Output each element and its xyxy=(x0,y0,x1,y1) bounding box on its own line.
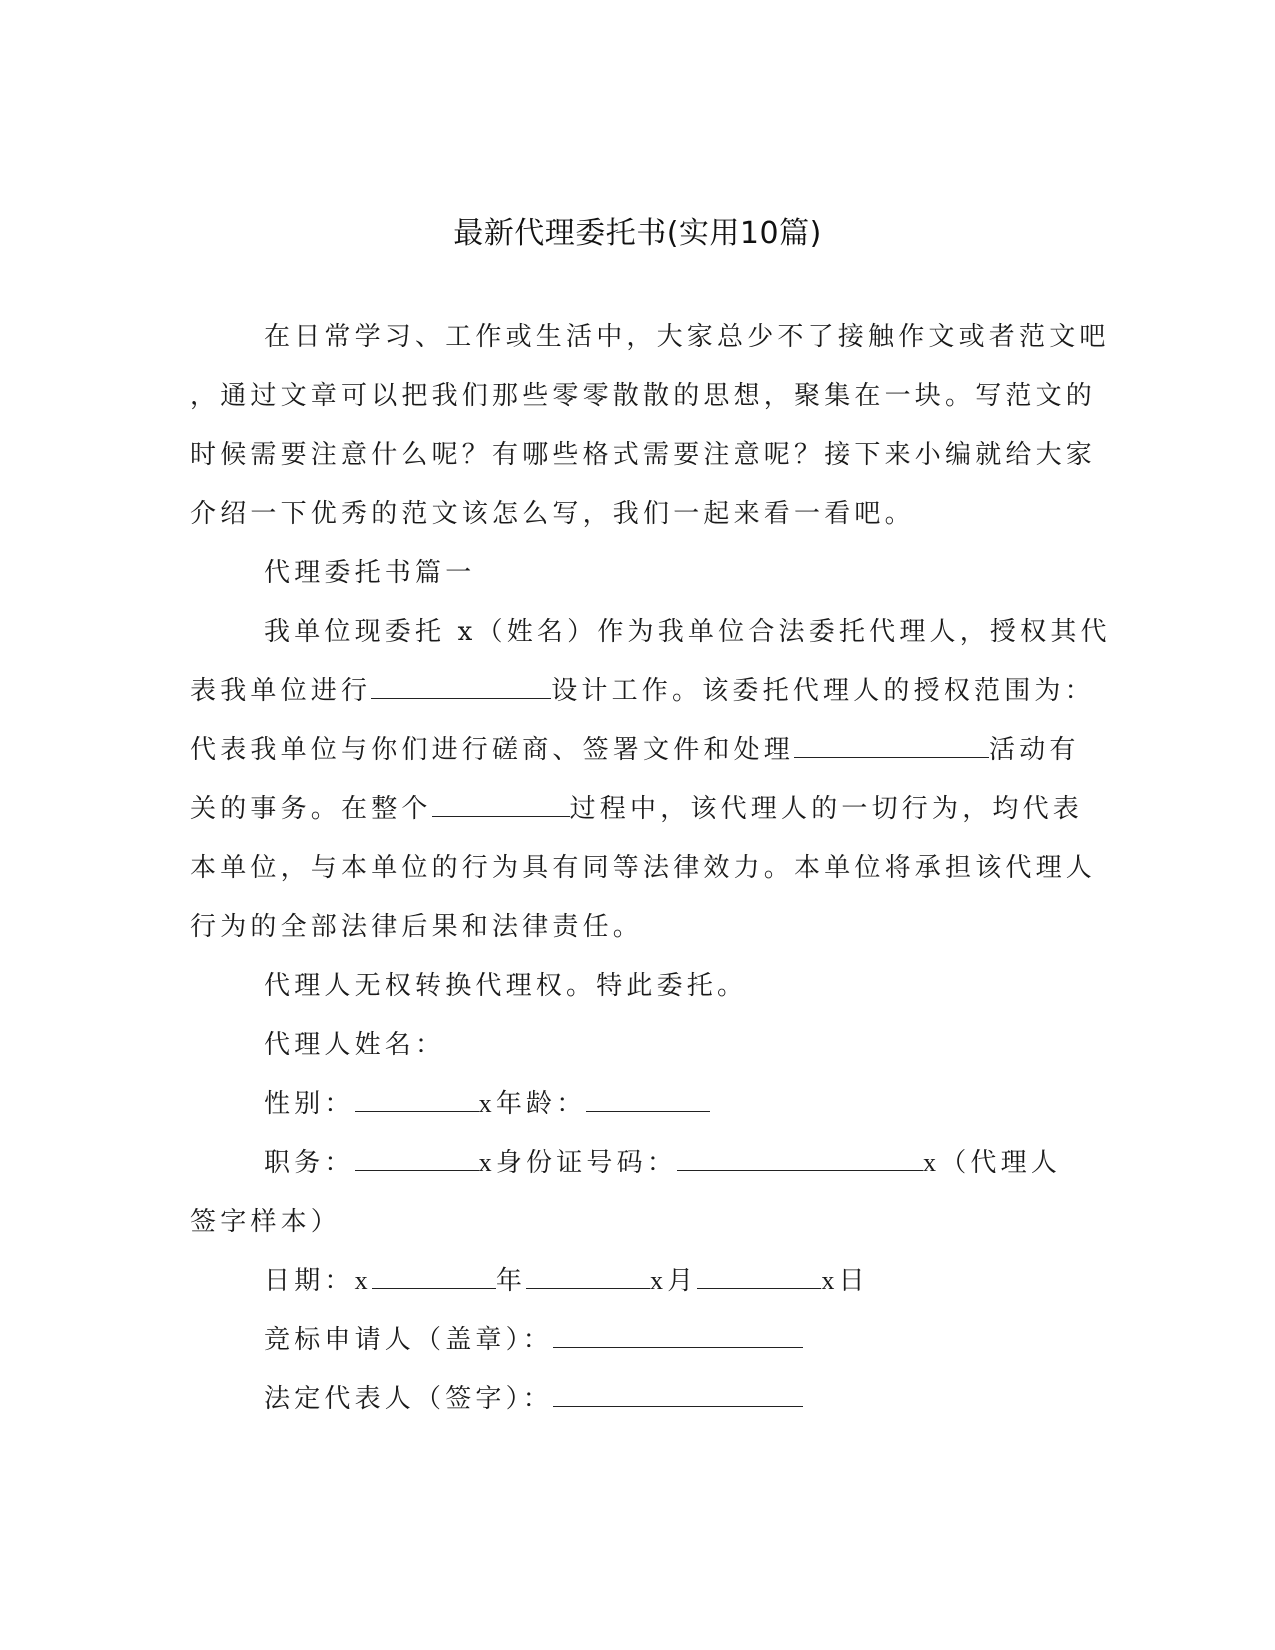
body-line-5: 本单位，与本单位的行为具有同等法律效力。本单位将承担该代理人 xyxy=(190,853,1097,883)
legal-rep-blank xyxy=(553,1382,803,1407)
body-line-6: 行为的全部法律后果和法律责任。 xyxy=(190,912,644,942)
blank-field xyxy=(432,792,570,817)
signature-sample-end: 签字样本） xyxy=(190,1207,342,1237)
month-blank xyxy=(526,1264,650,1289)
body-line-3 xyxy=(190,733,1080,767)
body-line-2-start: 表我单位进行 xyxy=(190,676,372,706)
month-label: 月 xyxy=(667,1266,698,1296)
body-paragraph-2: 代理人无权转换代理权。特此委托。 xyxy=(264,971,748,1001)
date-line xyxy=(264,1264,869,1298)
intro-line-3: 时候需要注意什么呢？有哪些格式需要注意呢？接下来小编就给大家 xyxy=(190,440,1097,470)
x-mark: x xyxy=(821,1266,839,1295)
age-blank xyxy=(586,1087,710,1112)
age-label: 年龄： xyxy=(495,1089,587,1119)
year-label: 年 xyxy=(495,1266,527,1296)
legal-rep-line xyxy=(264,1382,803,1416)
signature-sample-start: （代理人 xyxy=(940,1148,1062,1178)
intro-line-2: ，通过文章可以把我们那些零零散散的思想，聚集在一块。写范文的 xyxy=(190,381,1097,411)
bidder-blank xyxy=(553,1323,803,1348)
agent-name-label: 代理人姓名： xyxy=(264,1030,446,1060)
year-blank xyxy=(372,1264,496,1289)
x-mark: x xyxy=(478,1089,496,1118)
x-mark: x xyxy=(354,1266,372,1295)
document-title: 最新代理委托书(实用10篇) xyxy=(453,216,822,251)
x-mark: x xyxy=(650,1266,668,1295)
body-line-1: 我单位现委托 x（姓名）作为我单位合法委托代理人，授权其代 xyxy=(264,617,1111,647)
blank-field xyxy=(371,674,551,699)
body-line-4-end: 过程中，该代理人的一切行为，均代表 xyxy=(569,794,1084,824)
id-blank xyxy=(677,1146,923,1171)
x-mark: x xyxy=(923,1148,941,1177)
date-label: 日期： xyxy=(264,1266,355,1296)
id-label: 身份证号码： xyxy=(495,1148,678,1178)
gender-blank xyxy=(355,1087,479,1112)
legal-rep-label: 法定代表人（签字）： xyxy=(264,1384,554,1414)
intro-line-1: 在日常学习、工作或生活中，大家总少不了接触作文或者范文吧 xyxy=(264,322,1110,352)
body-line-4 xyxy=(190,792,1083,826)
day-blank xyxy=(697,1264,821,1289)
x-mark: x xyxy=(478,1148,496,1177)
section-heading: 代理委托书篇一 xyxy=(264,558,476,588)
intro-line-4: 介绍一下优秀的范文该怎么写，我们一起来看一看吧。 xyxy=(190,499,915,529)
body-line-2-end: 设计工作。该委托代理人的授权范围为： xyxy=(551,676,1095,706)
body-line-2 xyxy=(190,674,1095,708)
gender-age-line xyxy=(264,1087,710,1121)
blank-field xyxy=(794,733,989,758)
day-label: 日 xyxy=(838,1266,869,1296)
body-line-4-start: 关的事务。在整个 xyxy=(190,794,432,824)
body-line-3-start: 代表我单位与你们进行磋商、签署文件和处理 xyxy=(190,735,795,765)
position-blank xyxy=(355,1146,479,1171)
body-line-3-end: 活动有 xyxy=(989,735,1080,765)
position-label: 职务： xyxy=(264,1148,355,1178)
gender-label: 性别： xyxy=(264,1089,355,1119)
bidder-label: 竞标申请人（盖章）： xyxy=(264,1325,554,1355)
position-id-line xyxy=(264,1146,1061,1180)
bidder-line xyxy=(264,1323,803,1357)
